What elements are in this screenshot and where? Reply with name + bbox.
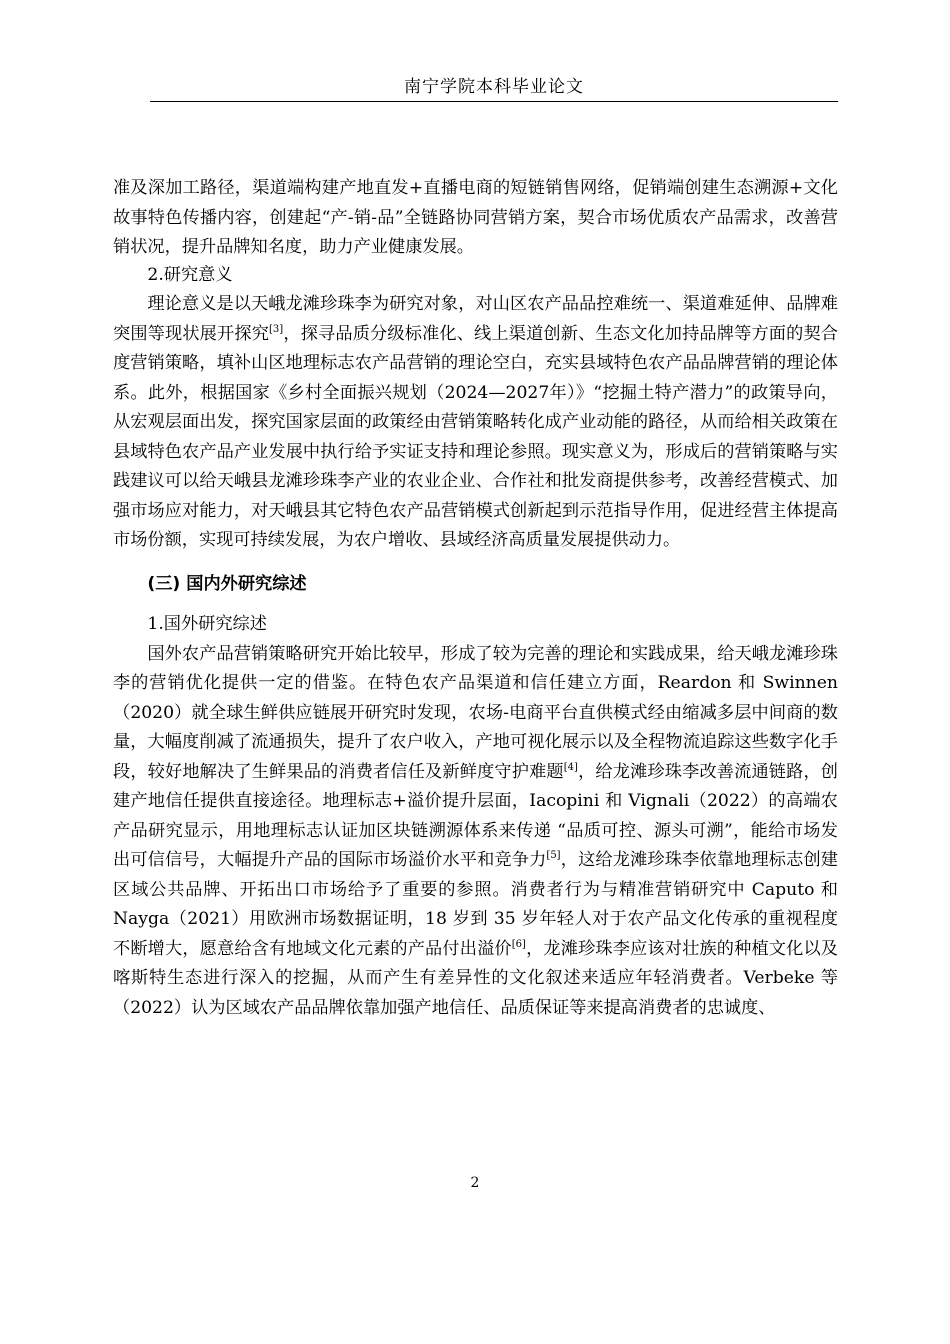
text-run: 国外农产品营销策略研究开始比较早，形成了较为完善的理论和实践成果，给天峨龙滩珍珠李的营销优化提供一定的借鉴。在特色农产品渠道和信任建立方面，Reardon 和 Swinnen（2020）就全球生鲜供应链展开研究时发现，农场-电商平台直供模式经由缩减多层中间商的数量，大幅度削减了流通损失，提升了农户收入，产地可视化展示以及全程物流追踪这些数字化手段，较好地解决了生鲜果品的消费者信任及新鲜度守护难题 bbox=[113, 643, 838, 782]
paragraph-significance bbox=[113, 290, 838, 556]
subheading-research-significance: 2.研究意义 bbox=[147, 264, 233, 285]
citation: [5] bbox=[546, 850, 561, 861]
citation: [4] bbox=[563, 761, 578, 773]
running-header: 南宁学院本科毕业论文 bbox=[404, 77, 584, 97]
text-run: ，这给龙滩珍珠李依靠地理标志创建区域公共品牌、开拓出口市场给予了重要的参照。消费者行为与精准营销研究中 Caputo 和 Nayga（2021）用欧洲市场数据证明，18 岁到 35 岁年轻人对于农产品文化传承的重视程度不断增大，愿意给含有地域文化元素的产品付出溢价 bbox=[113, 850, 838, 959]
subheading-foreign-review: 1.国外研究综述 bbox=[147, 614, 267, 634]
section-heading-literature-review: (三) 国内外研究综述 bbox=[147, 573, 307, 594]
body-text bbox=[113, 174, 838, 1023]
header-rule bbox=[150, 101, 838, 102]
text-run: 理论意义是以天峨龙滩珍珠李为研究对象，对山区农产品品控难统一、渠道难延伸、品牌难突围等现状展开探究 bbox=[113, 294, 838, 344]
paragraph-continuation: 准及深加工路径，渠道端构建产地直发+直播电商的短链销售网络，促销端创建生态溯源+文化故事特色传播内容，创建起“产-销-品”全链路协同营销方案，契合市场优质农产品需求，改善营销状况，提升品牌知名度，助力产业健康发展。 bbox=[113, 178, 838, 257]
text-run: ，探寻品质分级标准化、线上渠道创新、生态文化加持品牌等方面的契合度营销策略，填补山区地理标志农产品营销的理论空白，充实县域特色农产品品牌营销的理论体系。此外，根据国家《乡村全面振兴规划（2024—2027年）》“挖掘土特产潜力”的政策导向，从宏观层面出发，探究国家层面的政策经由营销策略转化成产业动能的路径，从而给相关政策在县域特色农产品产业发展中执行给予实证支持和理论参照。现实意义为，形成后的营销策略与实践建议可以给天峨县龙滩珍珠李产业的农业企业、合作社和批发商提供参考，改善经营模式、加强市场应对能力，对天峨县其它特色农产品营销模式创新起到示范指导作用，促进经营主体提高市场份额，实现可持续发展，为农户增收、县域经济高质量发展提供动力。 bbox=[113, 323, 838, 550]
page-number: 2 bbox=[470, 1175, 480, 1191]
text-run: ，龙滩珍珠李应该对壮族的种植文化以及喀斯特生态进行深入的挖掘，从而产生有差异性的文化叙述来适应年轻消费者。Verbeke 等（2022）认为区域农产品品牌依靠加强产地信任、品质保证等来提高消费者的忠诚度、 bbox=[113, 938, 838, 1018]
citation: [3] bbox=[269, 323, 284, 335]
citation: [6] bbox=[511, 938, 526, 950]
paragraph-foreign-review bbox=[113, 640, 838, 1024]
text-run: ，给龙滩珍珠李改善流通链路，创建产地信任提供直接途径。地理标志+溢价提升层面，Iacopini 和 Vignali（2022）的高端农产品研究显示，用地理标志认证加区块链溯源体系来传递 “品质可控、源头可溯”，能给市场发出可信信号，大幅提升产品的国际市场溢价水平和竞争力 bbox=[113, 761, 838, 870]
